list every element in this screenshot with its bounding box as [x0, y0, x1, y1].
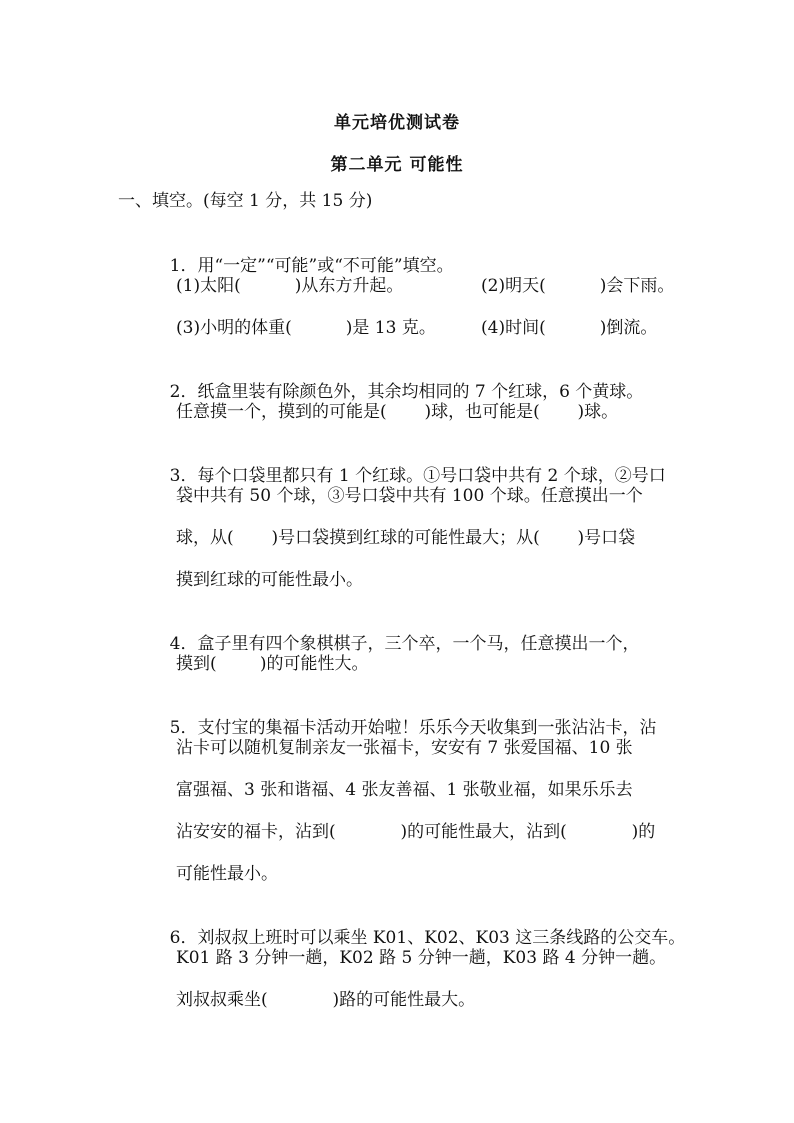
- q5-line-4: 沾安安的福卡，沾到( )的可能性最大，沾到( )的: [176, 822, 656, 842]
- question-text: 刘叔叔上班时可以乘坐 K01、K02、K03 这三条线路的公交车。: [197, 928, 686, 948]
- q1-item-1: (1)太阳( )从东方升起。: [176, 276, 404, 296]
- q3-line-4: 摸到红球的可能性最小。: [176, 570, 363, 590]
- q5-line-5: 可能性最小。: [176, 864, 278, 884]
- question-number: 5．: [169, 718, 198, 738]
- question-text: 支付宝的集福卡活动开始啦！乐乐今天收集到一张沾沾卡，沾: [197, 718, 657, 738]
- q1-item-2: (2)明天( )会下雨。: [481, 276, 675, 296]
- q1-item-4: (4)时间( )倒流。: [481, 318, 658, 338]
- q6-line-2: K01 路 3 分钟一趟，K02 路 5 分钟一趟，K03 路 4 分钟一趟。: [176, 948, 667, 968]
- question-stem: 用“一定”“可能”或“不可能”填空。: [197, 256, 454, 276]
- question-text: 盒子里有四个象棋棋子，三个卒，一个马，任意摸出一个，: [197, 634, 640, 654]
- question-text: 每个口袋里都只有 1 个红球。①号口袋中共有 2 个球，②号口: [197, 466, 666, 486]
- question-number: 2．: [169, 382, 198, 402]
- q1-item-3: (3)小明的体重( )是 13 克。: [176, 318, 436, 338]
- question-number: 6．: [169, 928, 198, 948]
- question-number: 4．: [169, 634, 198, 654]
- q2-line-2: 任意摸一个，摸到的可能是( )球，也可能是( )球。: [176, 402, 619, 422]
- q5-line-3: 富强福、3 张和谐福、4 张友善福、1 张敬业福，如果乐乐去: [176, 780, 633, 800]
- q6-line-3: 刘叔叔乘坐( )路的可能性最大。: [176, 990, 476, 1010]
- exam-title: 单元培优测试卷: [334, 113, 460, 133]
- q5-line-2: 沾卡可以随机复制亲友一张福卡，安安有 7 张爱国福、10 张: [176, 738, 633, 758]
- unit-subtitle: 第二单元 可能性: [330, 155, 464, 175]
- q3-line-3: 球，从( )号口袋摸到红球的可能性最大；从( )号口袋: [176, 528, 636, 548]
- section-heading: 一、填空。(每空 1 分，共 15 分): [118, 191, 373, 211]
- question-number: 3．: [169, 466, 198, 486]
- question-text: 纸盒里装有除颜色外，其余均相同的 7 个红球，6 个黄球。: [197, 382, 644, 402]
- q4-line-2: 摸到( )的可能性大。: [176, 654, 369, 674]
- q3-line-2: 袋中共有 50 个球，③号口袋中共有 100 个球。任意摸出一个: [176, 486, 643, 506]
- question-number: 1．: [169, 256, 198, 276]
